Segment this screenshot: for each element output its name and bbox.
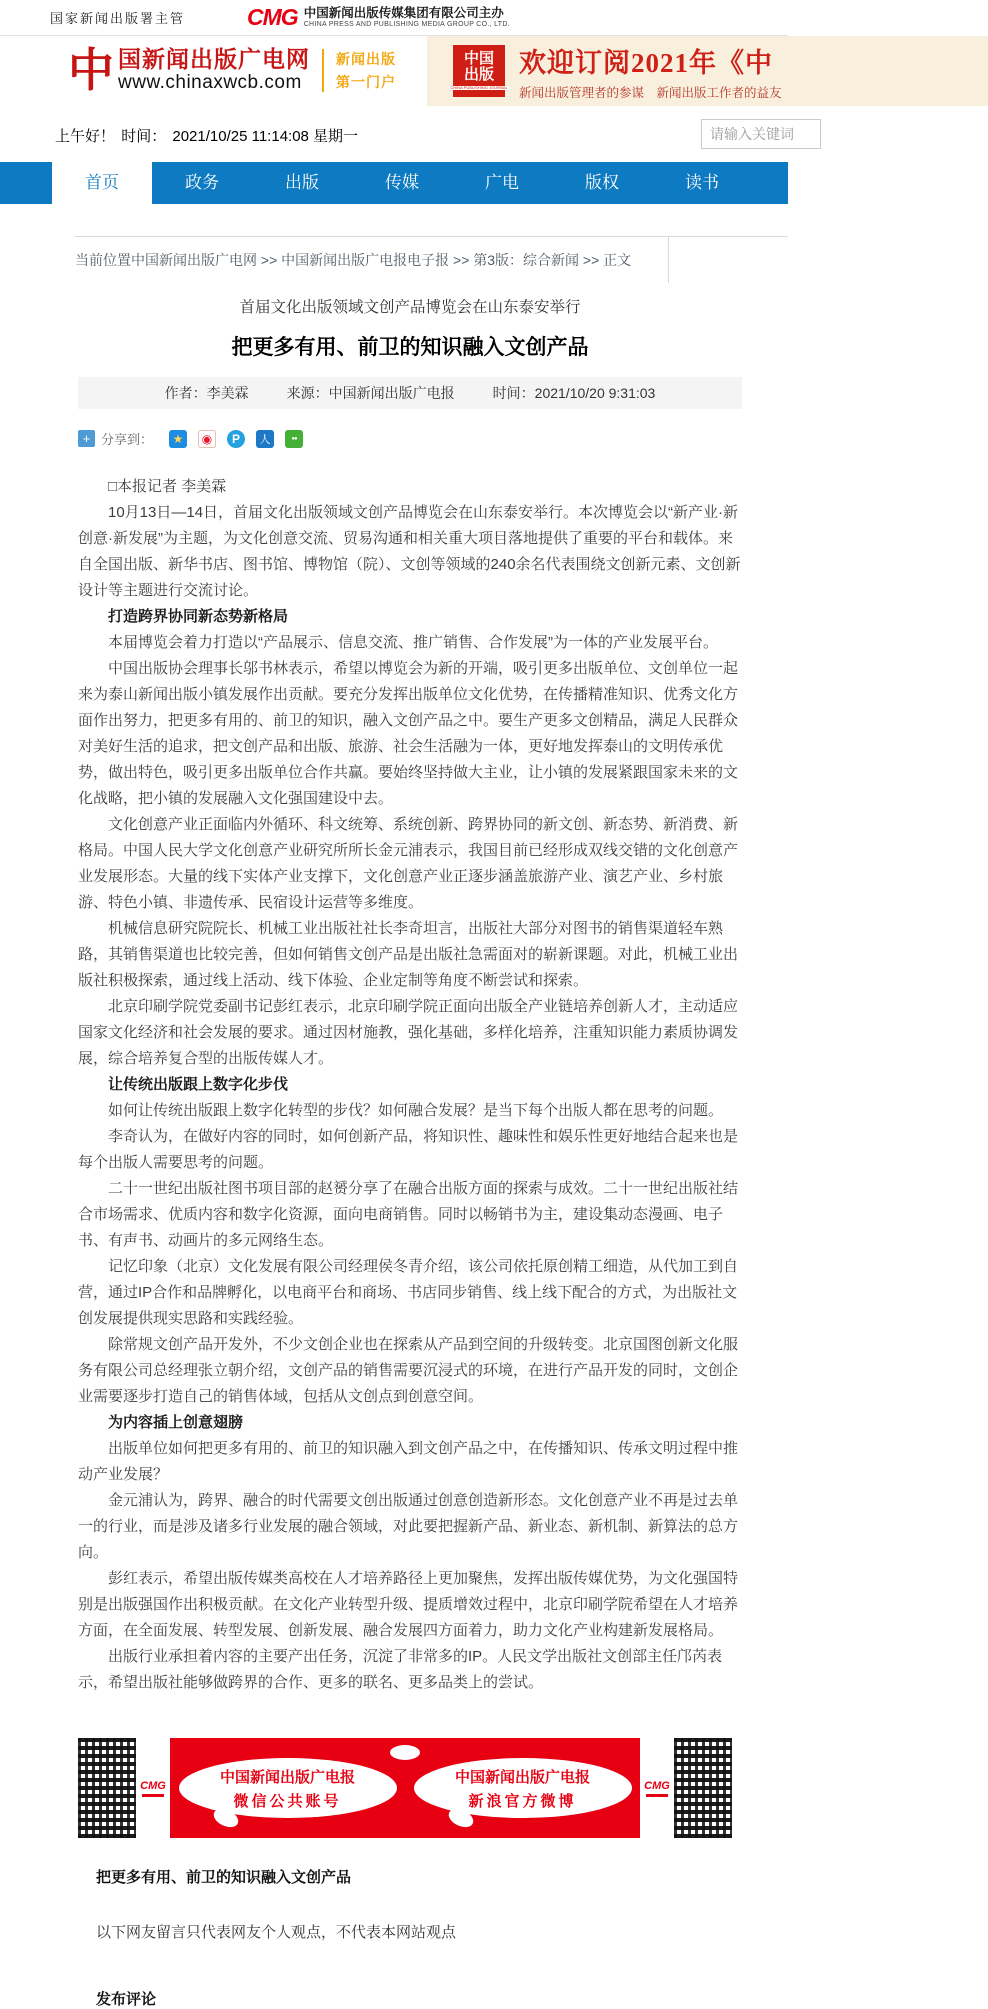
bubble-title: 中国新闻出版广电报	[219, 1769, 355, 1786]
top-bar	[0, 0, 788, 36]
article-subtitle: 首届文化出版领域文创产品博览会在山东泰安举行	[239, 299, 581, 316]
main-nav	[0, 162, 788, 204]
paragraph: 出版行业承担着内容的主要产出任务，沉淀了非常多的IP。人民文学出版社文创部主任邝芮表示，希望出版社能够做跨界的合作、更多的联名、更多品类上的尝试。	[78, 1648, 723, 1691]
paragraph: 如何让传统出版跟上数字化转型的步伐？如何融合发展？是当下每个出版人都在思考的问题。	[108, 1102, 724, 1119]
nav-item-publishing[interactable]: 出版	[285, 173, 319, 192]
article-meta	[78, 377, 742, 409]
qr-code-right	[674, 1738, 732, 1838]
search-input[interactable]	[701, 119, 821, 149]
nav-item-reading[interactable]: 读书	[685, 173, 719, 192]
weibo-account-bubble	[414, 1758, 632, 1818]
renren-share-icon[interactable]: 人	[256, 430, 274, 448]
site-logo-mark-icon: 中	[68, 44, 114, 96]
paragraph: 记忆印象（北京）文化发展有限公司经理侯冬青介绍，该公司依托原创精工细造，从代加工到自营，通过IP合作和品牌孵化，以电商平台和商场、书店同步销售、线上线下配合的方式，为出版社文创发展提供现实思路和实践经验。	[78, 1258, 739, 1327]
cmg-text	[304, 6, 510, 28]
cmg-mini-logo-right: CMG	[640, 1738, 674, 1838]
paragraph: 文化创意产业正面临内外循环、科文统筹、系统创新、跨界协同的新文创、新态势、新消费、新格局。中国人民大学文化创意产业研究所所长金元浦表示，我国目前已经形成双线交错的文化创意产业发展形态。大量的线下实体产业支撑下，文化创意产业正逐步涵盖旅游产业、演艺产业、乡村旅游、特色小镇、非遗传承、民宿设计运营等多维度。	[78, 816, 739, 911]
supervisor-text: 国家新闻出版署主管	[50, 11, 186, 26]
site-slogan	[322, 49, 396, 92]
organizer-en: CHINA PRESS AND PUBLISHING MEDIA GROUP CO., LTD.	[303, 20, 510, 28]
cmg-mini-logo-left: CMG	[136, 1738, 170, 1838]
promo-dot	[390, 1745, 420, 1760]
bubble-title: 中国新闻出版广电报	[454, 1769, 590, 1786]
meta-source: 来源：中国新闻出版广电报	[286, 385, 455, 401]
section-heading: 打造跨界协同新态势新格局	[108, 608, 289, 625]
china-publishing-badge	[450, 45, 508, 97]
related-article-link[interactable]: 把更多有用、前卫的知识融入文创产品	[96, 1869, 352, 1886]
header	[0, 36, 788, 106]
share-bar	[78, 429, 742, 448]
slogan-line-1: 新闻出版	[336, 51, 396, 68]
promo-banner[interactable]	[78, 1738, 732, 1838]
paragraph: 除常规文创产品开发外，不少文创企业也在探索从产品到空间的升级转变。北京国图创新文化服务有限公司总经理张立朝介绍，文创产品的销售需要沉浸式的环境，在进行产品开发的同时，文创企业需要逐步打造自己的销售体域，包括从文创点到创意空间。	[78, 1336, 739, 1405]
site-name: 国新闻出版广电网	[118, 46, 310, 72]
qzone-share-icon[interactable]: ★	[169, 430, 187, 448]
site-logo[interactable]	[68, 46, 396, 95]
ad-headline: 欢迎订阅2021年《中	[519, 48, 773, 78]
badge-caption: CHINA PUBLISHING JOURNAL	[450, 84, 508, 90]
current-datetime: 2021/10/25 11:14:08 星期一	[172, 128, 359, 145]
tencent-weibo-share-icon[interactable]: P	[227, 430, 245, 448]
subscription-ad-banner[interactable]	[427, 36, 988, 106]
ad-text	[519, 41, 782, 101]
meta-author: 作者：李美霖	[164, 385, 249, 401]
paragraph: 本届博览会着力打造以“产品展示、信息交流、推广销售、合作发展”为一体的产业发展平台。	[108, 634, 718, 651]
post-comment-link[interactable]: 发布评论	[96, 1991, 157, 2008]
badge-line-2: 出版	[463, 66, 494, 83]
share-plus-icon[interactable]: +	[78, 430, 95, 447]
greeting-line	[55, 125, 360, 146]
site-url: www.chinaxwcb.com	[118, 72, 302, 94]
paragraph: 李奇认为，在做好内容的同时，如何创新产品，将知识性、趣味性和娱乐性更好地结合起来也是每个出版人需要思考的问题。	[78, 1128, 739, 1171]
time-bar	[0, 106, 788, 162]
ad-subline: 新闻出版管理者的参谋 新闻出版工作者的益友	[519, 86, 782, 100]
slogan-line-2: 第一门户	[336, 74, 396, 91]
nav-item-broadcast[interactable]: 广电	[485, 173, 519, 192]
organizer-cn: 中国新闻出版传媒集团有限公司主办	[303, 6, 504, 21]
paragraph: 二十一世纪出版社图书项目部的赵赟分享了在融合出版方面的探索与成效。二十一世纪出版社结合市场需求、优质内容和数字化资源，面向电商销售。同时以畅销书为主，建设集动态漫画、电子书、有声书、动画片的多元网络生态。	[78, 1180, 739, 1249]
qr-code-left	[78, 1738, 136, 1838]
paragraph: □本报记者 李美霖	[108, 478, 227, 495]
cmg-group	[247, 4, 510, 31]
nav-item-copyright[interactable]: 版权	[585, 173, 619, 192]
nav-item-media[interactable]: 传媒	[385, 173, 419, 192]
wechat-share-icon[interactable]: ●●	[285, 430, 303, 448]
sina-weibo-share-icon[interactable]: ◉	[198, 430, 216, 448]
paragraph: 机械信息研究院院长、机械工业出版社社长李奇坦言，出版社大部分对图书的销售渠道轻车熟路，其销售渠道也比较完善，但如何销售文创产品是出版社急需面对的崭新课题。对此，机械工业出版社积极探索，通过线上活动、线下体验、企业定制等角度不断尝试和探索。	[78, 920, 739, 989]
bubble-subtitle: 微信公共账号	[233, 1793, 342, 1810]
site-logo-text	[118, 46, 310, 95]
content	[75, 236, 788, 2009]
badge-line-1: 中国	[463, 51, 494, 68]
share-label: 分享到：	[101, 432, 154, 447]
paragraph: 出版单位如何把更多有用的、前卫的知识融入到文创产品之中，在传播知识、传承文明过程中推动产业发展？	[78, 1440, 739, 1483]
paragraph: 中国出版协会理事长邬书林表示，希望以博览会为新的开端，吸引更多出版单位、文创单位一起来为泰山新闻出版小镇发展作出贡献。要充分发挥出版单位文化优势，在传播精准知识、优秀文化方面作出努力，把更多有用的、前卫的知识，融入文创产品之中。要生产更多文创精品，满足人民群众对美好生活的追求，把文创产品和出版、旅游、社会生活融为一体，更好地发挥泰山的文明传承优势，做出特色，吸引更多出版单位合作共赢。要始终坚持做大主业，让小镇的发展紧跟国家未来的文化战略，把小镇的发展融入文化强国建设中去。	[78, 660, 739, 807]
nav-item-home[interactable]: 首页	[52, 162, 152, 204]
nav-item-gov[interactable]: 政务	[185, 173, 219, 192]
time-label: 时间：	[121, 128, 167, 145]
breadcrumb[interactable]: 当前位置中国新闻出版广电网 >> 中国新闻出版广电报电子报 >> 第3版：综合新闻 >> 正文	[75, 252, 632, 268]
article	[78, 295, 742, 2009]
meta-time: 时间：2021/10/20 9:31:03	[492, 385, 656, 401]
article-title: 把更多有用、前卫的知识融入文创产品	[231, 336, 589, 359]
breadcrumb-divider	[668, 237, 669, 283]
promo-red-area	[170, 1738, 640, 1838]
paragraph: 10月13日—14日，首届文化出版领域文创产品博览会在山东泰安举行。本次博览会以“新产业·新创意·新发展”为主题，为文化创意交流、贸易沟通和相关重大项目落地提供了重要的平台和载体。来自全国出版、新华书店、图书馆、博物馆（院）、文创等领域的240余名代表围绕文创新元素、文创新设计等主题进行交流讨论。	[78, 504, 741, 599]
article-body	[78, 474, 742, 1696]
comments-disclaimer: 以下网友留言只代表网友个人观点，不代表本网站观点	[96, 1924, 457, 1941]
section-heading: 让传统出版跟上数字化步伐	[108, 1076, 289, 1093]
paragraph: 彭红表示，希望出版传媒类高校在人才培养路径上更加聚焦，发挥出版传媒优势，为文化强国特别是出版强国作出积极贡献。在文化产业转型升级、提质增效过程中，北京印刷学院希望在人才培养方面，在全面发展、转型发展、创新发展、融合发展四方面着力，助力文化产业构建新发展格局。	[78, 1570, 739, 1639]
paragraph: 金元浦认为，跨界、融合的时代需要文创出版通过创意创造新形态。文化创意产业不再是过去单一的行业，而是涉及诸多行业发展的融合领域，对此要把握新产品、新业态、新机制、新算法的总方向。	[78, 1492, 739, 1561]
greeting: 上午好！	[55, 128, 116, 145]
wechat-account-bubble	[179, 1758, 397, 1818]
cmg-logo: CMG	[247, 4, 298, 30]
paragraph: 北京印刷学院党委副书记彭红表示，北京印刷学院正面向出版全产业链培养创新人才，主动适应国家文化经济和社会发展的要求。通过因材施教，强化基础，多样化培养，注重知识能力素质协调发展，综合培养复合型的出版传媒人才。	[78, 998, 739, 1067]
section-heading: 为内容插上创意翅膀	[108, 1414, 244, 1431]
bubble-subtitle: 新浪官方微博	[468, 1793, 577, 1810]
